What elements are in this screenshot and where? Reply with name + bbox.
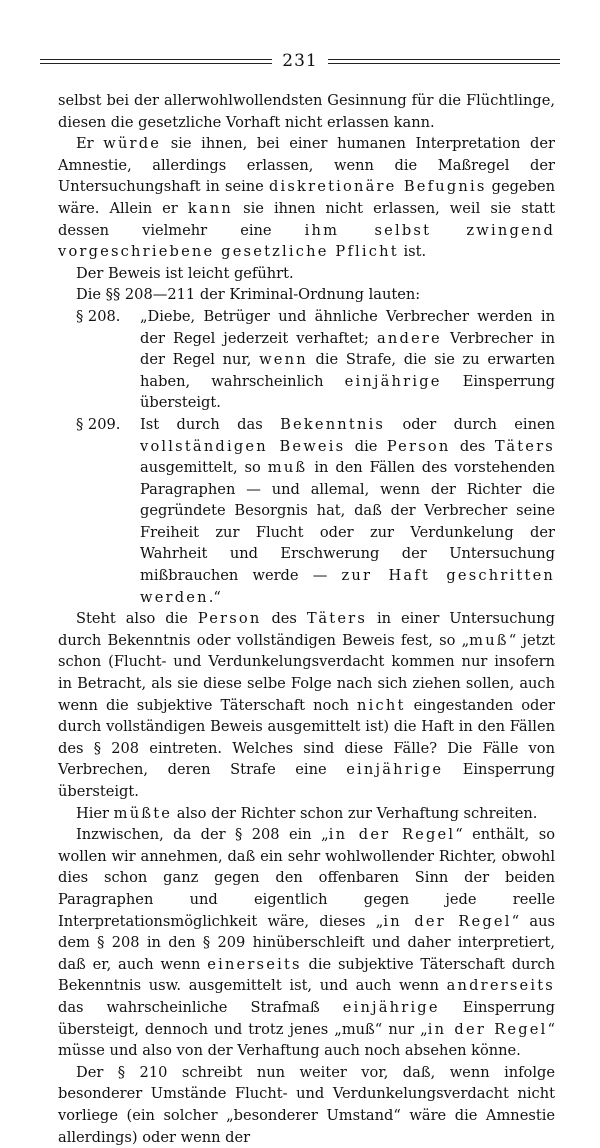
paragraph-3: Der Beweis ist leicht geführt. xyxy=(76,264,294,282)
section-209 xyxy=(58,414,555,608)
section-209-text: Ist durch das Bekenntnis oder durch einen vollständigen Beweis die Person des Täters ausgemittelt, so muß in den Fällen des vorstehenden Paragraphen — und allemal, wenn der Richter die gegründete Besorgnis hat, daß der Verbrecher seine Freiheit zur Flucht oder zur Verdunkelung der Wahrheit und Erschwerung der Untersuchung mißbrauchen werde — zur Haft geschritten werden.“ xyxy=(140,415,556,606)
paragraph-6: Hier müßte also der Richter schon zur Verhaftung schreiten. xyxy=(76,804,538,822)
paragraph-continuation: selbst bei der allerwohlwollendsten Gesinnung für die Flüchtlinge, diesen die gesetzliche Vorhaft nicht erlassen kann. xyxy=(58,92,555,131)
paragraph-8: Der § 210 schreibt nun weiter vor, daß, wenn infolge besonderer Umstände Flucht- und Verdunkelungsverdacht nicht vorliege (ein solcher „besonderer Umstand“ wäre die Amnestie allerdings) oder wenn der xyxy=(58,1063,555,1146)
paragraph-5: Steht also die Person des Täters in einer Untersuchung durch Bekenntnis oder vollständigen Beweis fest, so „muß“ jetzt schon (Flucht- und Verdunkelungsverdacht kommen nur insofern in Betracht, als sie diese selbe Folge nach sich ziehen sollen, auch wenn die subjektive Täterschaft noch nicht eingestanden oder durch vollständigen Beweis ausgemittelt ist) die Haft in den Fällen des § 208 eintreten. Welches sind diese Fälle? Die Fälle von Verbrechen, deren Strafe eine einjährige Einsperrung übersteigt. xyxy=(58,610,556,800)
page-number: 231 xyxy=(282,51,318,71)
section-209-label: § 209. xyxy=(76,415,121,433)
section-208-text: „Diebe, Betrüger und ähnliche Verbrecher werden in der Regel jederzeit verhaftet; andere Verbrecher in der Regel nur, wenn die Strafe, die sie zu erwarten haben, wahrscheinlich einjährige Einsperrung übersteigt. xyxy=(140,307,556,412)
section-208 xyxy=(58,306,555,414)
paragraph-4: Die §§ 208—211 der Kriminal-Ordnung lauten: xyxy=(76,286,421,304)
header-rule-left xyxy=(40,59,272,64)
page-header xyxy=(40,47,560,75)
paragraph-2: Er würde sie ihnen, bei einer humanen Interpretation der Amnestie, allerdings erlassen, wenn die Maßregel der Untersuchungshaft in seine diskretionäre Befugnis gegeben wäre. Allein er kann sie ihnen nicht erlassen, weil sie statt dessen vielmehr eine ihm selbst zwingend vorgeschriebene gesetzliche Pflicht ist. xyxy=(58,135,555,261)
paragraph-7: Inzwischen, da der § 208 ein „in der Regel“ enthält, so wollen wir annehmen, daß ein sehr wohlwollender Richter, obwohl dies schon ganz gegen den offenbaren Sinn der beiden Paragraphen und eigentlich gegen jede reelle Interpretationsmöglichkeit wäre, dieses „in der Regel“ aus dem § 208 in den § 209 hinüberschleift und daher interpretiert, daß er, auch wenn einerseits die subjektive Täterschaft durch Bekenntnis usw. ausgemittelt ist, und auch wenn andrerseits das wahrscheinliche Strafmaß einjährige Einsperrung übersteigt, dennoch und trotz jenes „muß“ nur „in der Regel“ müsse und also von der Verhaftung auch noch absehen könne. xyxy=(58,826,556,1060)
page-body xyxy=(58,90,555,1148)
header-rule-right xyxy=(328,59,560,64)
section-208-label: § 208. xyxy=(76,307,121,325)
